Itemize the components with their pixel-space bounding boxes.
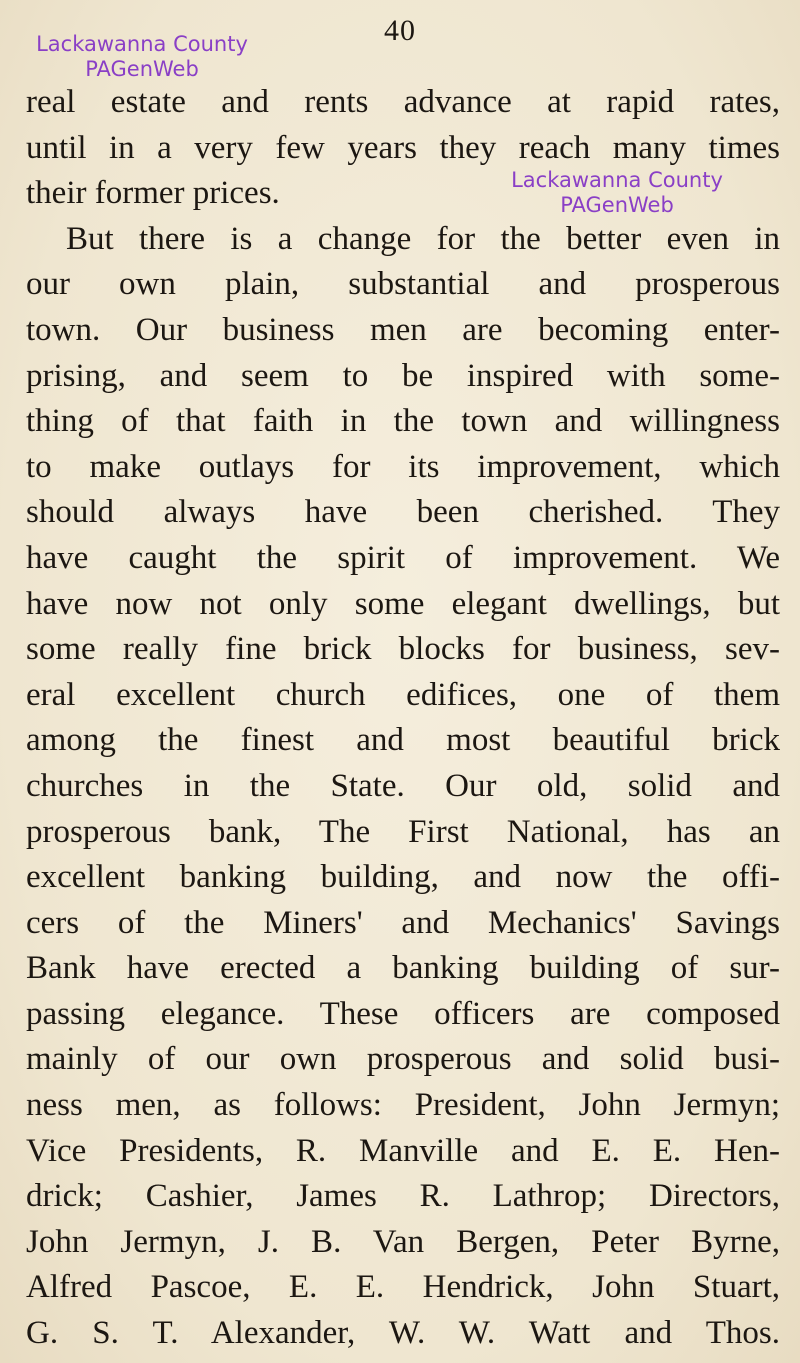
- text-line: among the finest and most beautiful brick: [26, 722, 780, 759]
- text-line: prising, and seem to be inspired with some-: [26, 357, 780, 394]
- text-line: have now not only some elegant dwellings, but: [26, 585, 780, 622]
- text-line: some really fine brick blocks for business, sev-: [26, 631, 780, 668]
- watermark-top-left: [12, 32, 272, 82]
- text-line: thing of that faith in the town and willingness: [26, 403, 780, 440]
- text-line: until in a very few years they reach many times: [26, 129, 780, 166]
- text-line: our own plain, substantial and prosperous: [26, 266, 780, 303]
- text-line: Vice Presidents, R. Manville and E. E. Hen-: [26, 1132, 780, 1169]
- text-line: prosperous bank, The First National, has an: [26, 813, 780, 850]
- text-line: their former prices.: [26, 175, 280, 212]
- text-line: But there is a change for the better even in: [66, 220, 780, 257]
- text-line: have caught the spirit of improvement. We: [26, 539, 780, 576]
- text-line: eral excellent church edifices, one of them: [26, 676, 780, 713]
- text-line: real estate and rents advance at rapid rates,: [26, 84, 780, 120]
- text-line: drick; Cashier, James R. Lathrop; Directors,: [26, 1178, 780, 1215]
- text-line: passing elegance. These officers are composed: [26, 995, 780, 1032]
- text-line: mainly of our own prosperous and solid busi-: [26, 1041, 780, 1078]
- text-line: excellent banking building, and now the offi-: [26, 859, 780, 896]
- text-line: G. S. T. Alexander, W. W. Watt and Thos.: [26, 1315, 780, 1352]
- watermark-line2: PAGenWeb: [85, 57, 199, 81]
- page-number: 40: [384, 14, 416, 47]
- text-line: to make outlays for its improvement, which: [26, 448, 780, 485]
- body-text: [26, 80, 780, 1357]
- text-line: cers of the Miners' and Mechanics' Savings: [26, 904, 780, 941]
- watermark-line1: Lackawanna County: [36, 32, 248, 56]
- text-line: Alfred Pascoe, E. E. Hendrick, John Stuart,: [26, 1269, 780, 1306]
- watermark-line2: PAGenWeb: [560, 193, 674, 217]
- text-line: John Jermyn, J. B. Van Bergen, Peter Byrne,: [26, 1223, 780, 1260]
- text-line: should always have been cherished. They: [26, 494, 780, 531]
- text-line: town. Our business men are becoming enter-: [26, 311, 780, 348]
- text-line: ness men, as follows: President, John Jermyn;: [26, 1087, 780, 1124]
- watermark-line1: Lackawanna County: [511, 168, 723, 192]
- text-line: Bank have erected a banking building of sur-: [26, 950, 780, 987]
- text-line: churches in the State. Our old, solid and: [26, 767, 780, 804]
